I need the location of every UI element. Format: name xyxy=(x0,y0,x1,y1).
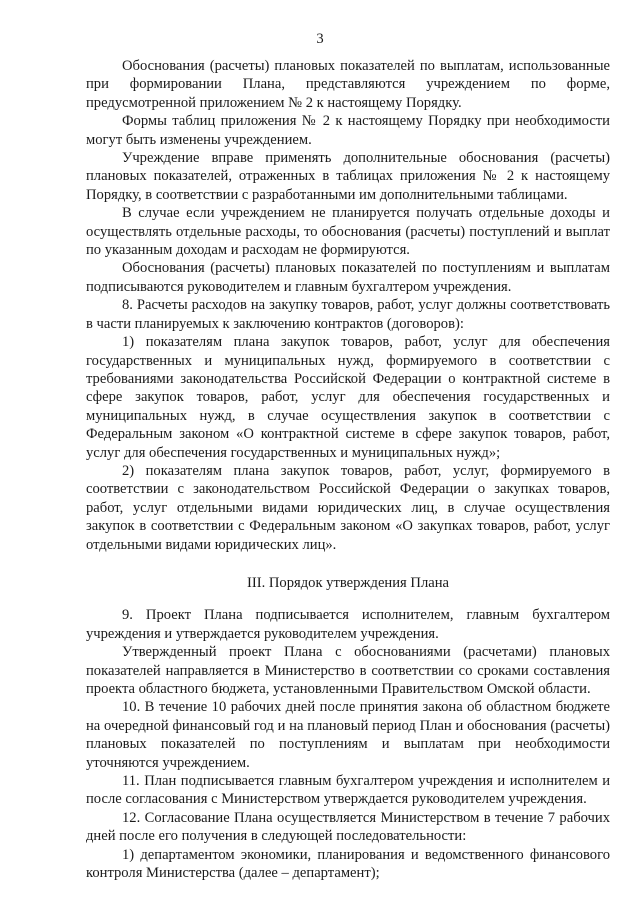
spacer xyxy=(86,592,610,606)
spacer xyxy=(86,554,610,574)
list-item-2: 2) показателям плана закупок товаров, работ, услуг, формируемого в соответствии с законодательством Российской Федерации о закупках товаров, работ, услуг отдельными видами юридических лиц, в случае осуществления закупок в соответствии с Федеральным законом «О закупках товаров, работ, услуг отдельными видами юридических лиц». xyxy=(86,462,610,553)
paragraph-item-10: 10. В течение 10 рабочих дней после принятия закона об областном бюджете на очередной финансовый год и на плановый период План и обоснования (расчеты) плановых показателей по поступлениям и выплатам при необходимости уточняются учреждением. xyxy=(86,699,610,771)
section-heading: III. Порядок утверждения Плана xyxy=(247,574,449,591)
paragraph-item-9: 9. Проект Плана подписывается исполнителем, главным бухгалтером учреждения и утверждается руководителем учреждения. xyxy=(86,607,610,642)
paragraph: Обоснования (расчеты) плановых показателей по выплатам, использованные при формировании Плана, представляются учреждением по форме, предусмотренной приложением № 2 к настоящему Порядку. xyxy=(86,58,610,111)
paragraph: Формы таблиц приложения № 2 к настоящему Порядку при необходимости могут быть изменены учреждением. xyxy=(86,113,610,148)
page-number: 3 xyxy=(316,31,324,47)
list-item-1: 1) департаментом экономики, планирования и ведомственного финансового контроля Министерства (далее – департамент); xyxy=(86,846,610,882)
paragraph-item-11: 11. План подписывается главным бухгалтером учреждения и исполнителем и после согласования с Министерством утверждается руководителем учреждения. xyxy=(86,773,610,808)
document-body xyxy=(86,57,610,882)
paragraph: Обоснования (расчеты) плановых показателей по поступлениям и выплатам подписываются руководителем и главным бухгалтером учреждения. xyxy=(86,260,610,295)
list-item-1: 1) показателям плана закупок товаров, работ, услуг для обеспечения государственных и муниципальных нужд, формируемого в соответствии с требованиями законодательства Российской Федерации о контрактной системе в сфере закупок товаров, работ, услуг для обеспечения государственных и муниципальных нужд, в случае осуществления закупок в соответствии с Федеральным законом «О контрактной системе в сфере закупок товаров, работ, услуг для обеспечения государственных и муниципальных нужд»; xyxy=(86,334,610,461)
paragraph-item-12: 12. Согласование Плана осуществляется Министерством в течение 7 рабочих дней после его получения в следующей последовательности: xyxy=(86,809,610,845)
paragraph: Учреждение вправе применять дополнительные обоснования (расчеты) плановых показателей, отраженных в таблицах приложения № 2 к настоящему Порядку, в соответствии с разработанными им дополнительными таблицами. xyxy=(86,150,610,203)
paragraph: Утвержденный проект Плана с обоснованиями (расчетами) плановых показателей направляется в Министерство в соответствии со сроками составления проекта областного бюджета, установленными Правительством Омской области. xyxy=(86,644,610,697)
paragraph-item-8: 8. Расчеты расходов на закупку товаров, работ, услуг должны соответствовать в части планируемых к заключению контрактов (договоров): xyxy=(86,297,610,332)
paragraph: В случае если учреждением не планируется получать отдельные доходы и осуществлять отдельные расходы, то обоснования (расчеты) поступлений и выплат по указанным доходам и расходам не формируются. xyxy=(86,205,610,259)
